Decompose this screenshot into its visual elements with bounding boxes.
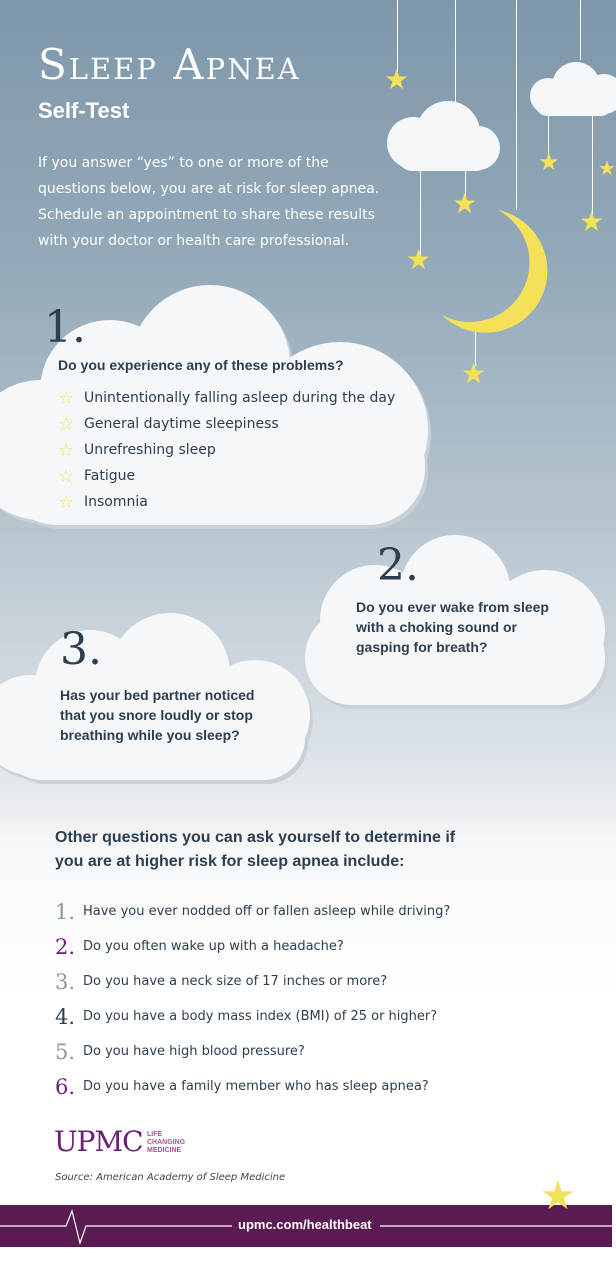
tagline-line: CHANGING bbox=[147, 1139, 186, 1146]
symptom-list bbox=[58, 385, 395, 515]
website-link[interactable]: upmc.com/healthbeat bbox=[238, 1217, 372, 1232]
intro-line: questions below, you are at risk for sleep apnea. bbox=[38, 181, 380, 197]
other-questions-heading bbox=[55, 826, 515, 874]
page-subtitle: Self-Test bbox=[38, 98, 130, 123]
tagline-line: MEDICINE bbox=[147, 1147, 182, 1154]
question-3-number: 3. bbox=[60, 624, 102, 675]
mobile-string bbox=[592, 115, 593, 215]
list-item bbox=[58, 463, 395, 489]
intro-line: Schedule an appointment to share these results bbox=[38, 207, 375, 223]
list-item-label: Unintentionally falling asleep during the day bbox=[84, 390, 396, 406]
item-text: Have you ever nodded off or fallen asleep while driving? bbox=[83, 904, 451, 919]
star-icon: ★ bbox=[540, 1173, 576, 1219]
list-item-label: Insomnia bbox=[84, 494, 148, 510]
star-outline-icon: ☆ bbox=[58, 491, 75, 513]
question-2-line: with a choking sound or bbox=[356, 619, 517, 635]
list-item bbox=[55, 929, 450, 964]
list-item-label: Fatigue bbox=[84, 468, 136, 484]
item-number: 1. bbox=[55, 899, 76, 924]
list-item-label: General daytime sleepiness bbox=[84, 416, 279, 432]
star-outline-icon: ☆ bbox=[58, 439, 75, 461]
tagline-line: LIFE bbox=[147, 1131, 163, 1138]
item-text: Do you have a family member who has sleep apnea? bbox=[83, 1079, 429, 1094]
star-outline-icon: ☆ bbox=[58, 465, 75, 487]
upmc-logo: UPMC bbox=[54, 1125, 143, 1158]
item-number: 6. bbox=[55, 1074, 76, 1099]
intro-line: If you answer “yes” to one or more of the bbox=[38, 155, 329, 171]
list-item bbox=[58, 385, 395, 411]
question-2-line: gasping for breath? bbox=[356, 639, 488, 655]
other-questions-list bbox=[55, 894, 450, 1104]
item-text: Do you have a body mass index (BMI) of 25 or higher? bbox=[83, 1009, 438, 1024]
star-icon: ★ bbox=[406, 243, 432, 276]
list-item bbox=[58, 411, 395, 437]
list-item bbox=[58, 437, 395, 463]
mobile-string bbox=[516, 0, 517, 210]
item-text: Do you often wake up with a headache? bbox=[83, 939, 344, 954]
list-item bbox=[55, 999, 450, 1034]
item-text: Do you have high blood pressure? bbox=[83, 1044, 305, 1059]
heading-line: Other questions you can ask yourself to determine if bbox=[55, 829, 456, 846]
item-number: 4. bbox=[55, 1004, 76, 1029]
star-icon: ★ bbox=[598, 156, 616, 180]
list-item bbox=[55, 1069, 450, 1104]
star-outline-icon: ☆ bbox=[58, 413, 75, 435]
item-number: 5. bbox=[55, 1039, 76, 1064]
question-2-text bbox=[356, 597, 549, 657]
star-icon: ★ bbox=[538, 148, 560, 176]
item-number: 3. bbox=[55, 969, 76, 994]
item-number: 2. bbox=[55, 934, 76, 959]
footer-bar bbox=[0, 1205, 612, 1247]
source-citation: Source: American Academy of Sleep Medicine bbox=[55, 1172, 286, 1183]
question-3-line: that you snore loudly or stop bbox=[60, 707, 253, 723]
mobile-string bbox=[580, 0, 581, 60]
intro-line: with your doctor or health care professional. bbox=[38, 233, 350, 249]
item-text: Do you have a neck size of 17 inches or more? bbox=[83, 974, 388, 989]
list-item-label: Unrefreshing sleep bbox=[84, 442, 216, 458]
star-outline-icon: ☆ bbox=[58, 387, 75, 409]
mobile-string bbox=[455, 0, 456, 108]
question-3-text bbox=[60, 685, 254, 745]
page-title: Sleep Apnea bbox=[38, 40, 301, 89]
list-item bbox=[55, 964, 450, 999]
intro-text bbox=[38, 150, 398, 254]
star-icon: ★ bbox=[452, 187, 478, 220]
question-2-number: 2. bbox=[377, 540, 419, 591]
list-item bbox=[58, 489, 395, 515]
star-icon: ★ bbox=[579, 205, 605, 238]
logo-tagline bbox=[147, 1131, 185, 1155]
cloud-icon bbox=[526, 58, 612, 122]
question-3-line: breathing while you sleep? bbox=[60, 727, 240, 743]
list-item bbox=[55, 894, 450, 929]
moon-icon bbox=[438, 205, 550, 335]
star-icon: ★ bbox=[461, 357, 487, 390]
list-item bbox=[55, 1034, 450, 1069]
question-1-number: 1. bbox=[44, 302, 86, 353]
question-3-line: Has your bed partner noticed bbox=[60, 687, 255, 703]
question-1-text: Do you experience any of these problems? bbox=[58, 357, 344, 373]
star-icon: ★ bbox=[384, 63, 410, 96]
question-2-line: Do you ever wake from sleep bbox=[356, 599, 549, 615]
heading-line: you are at higher risk for sleep apnea include: bbox=[55, 853, 405, 870]
mobile-string bbox=[397, 0, 398, 72]
